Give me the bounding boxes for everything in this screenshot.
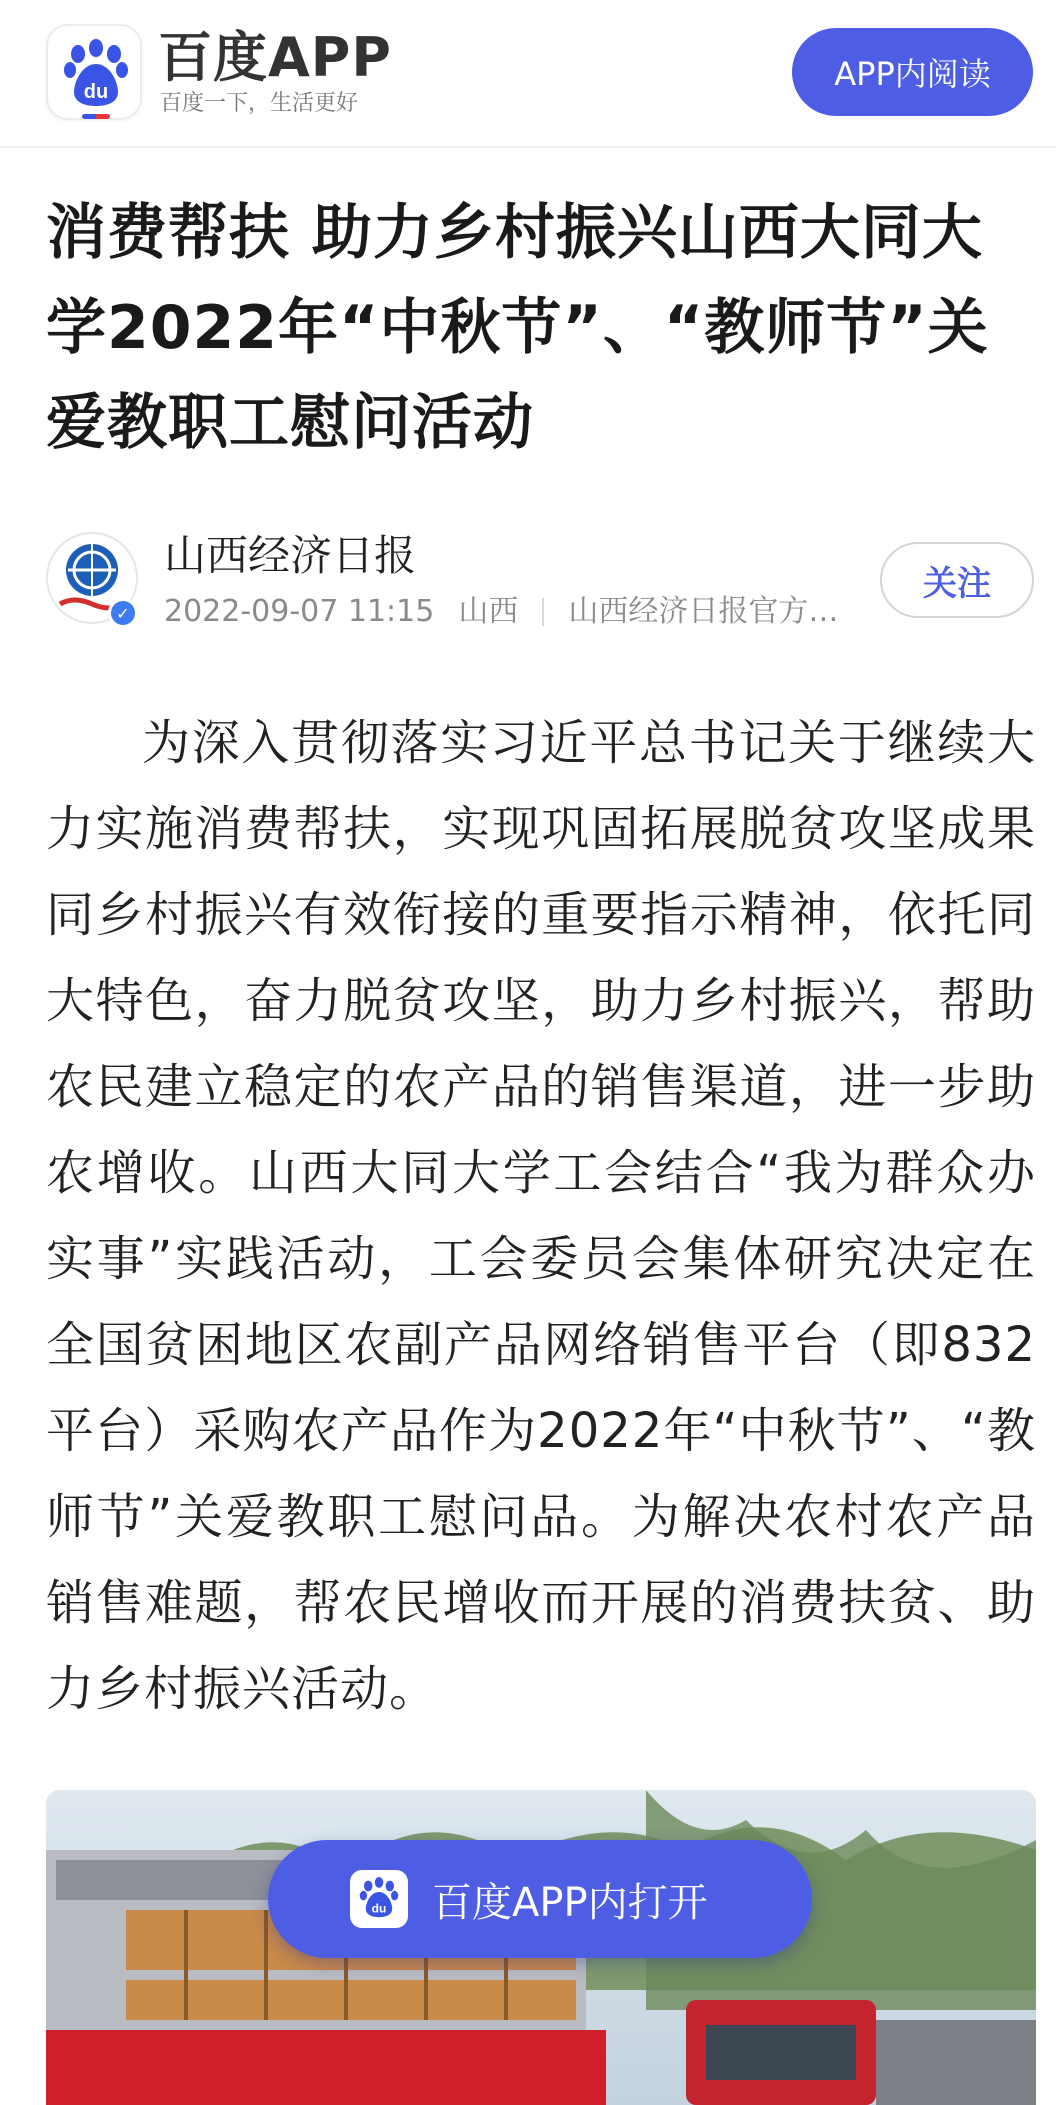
article-meta xyxy=(164,592,838,632)
source-name: 山西经济日报官方… xyxy=(568,594,839,629)
meta-divider xyxy=(542,598,544,626)
baidu-paw-icon xyxy=(56,34,136,114)
brand-title: 百度APP xyxy=(158,26,392,89)
top-bar xyxy=(0,0,1056,148)
author-name[interactable]: 山西经济日报 xyxy=(164,531,417,580)
brand-subtitle: 百度一下，生活更好 xyxy=(160,91,359,116)
publish-date: 2022-09-07 11:15 xyxy=(164,594,435,629)
follow-button[interactable]: 关注 xyxy=(880,542,1034,618)
open-in-app-button[interactable] xyxy=(268,1840,812,1958)
app-read-button[interactable]: APP内阅读 xyxy=(792,28,1033,116)
article-body: 为深入贯彻落实习近平总书记关于继续大力实施消费帮扶，实现巩固拓展脱贫攻坚成果同乡村振兴有效衔接的重要指示精神，依托同大特色，奋力脱贫攻坚，助力乡村振兴，帮助农民建立稳定的农产品的销售渠道，进一步助农增收。山西大同大学工会结合“我为群众办实事”实践活动，工会委员会集体研究决定在全国贫困地区农副产品网络销售平台（即832平台）采购农产品作为2022年“中秋节”、“教师节”关爱教职工慰问品。为解决农村农产品销售难题，帮农民增收而开展的消费扶贫、助力乡村振兴活动。 xyxy=(46,715,1036,1717)
open-in-app-label: 百度APP内打开 xyxy=(432,1879,708,1926)
baidu-logo[interactable] xyxy=(46,24,142,120)
verified-check-icon: ✓ xyxy=(108,598,138,628)
svg-text:du: du xyxy=(83,81,109,103)
region: 山西 xyxy=(458,594,519,629)
article-title: 消费帮扶 助力乡村振兴山西大同大学2022年“中秋节”、“教师节”关爱教职工慰问活动 xyxy=(46,198,989,458)
svg-text:du: du xyxy=(371,1901,387,1916)
baidu-paw-icon xyxy=(350,1870,408,1928)
logo-underline xyxy=(82,114,110,119)
